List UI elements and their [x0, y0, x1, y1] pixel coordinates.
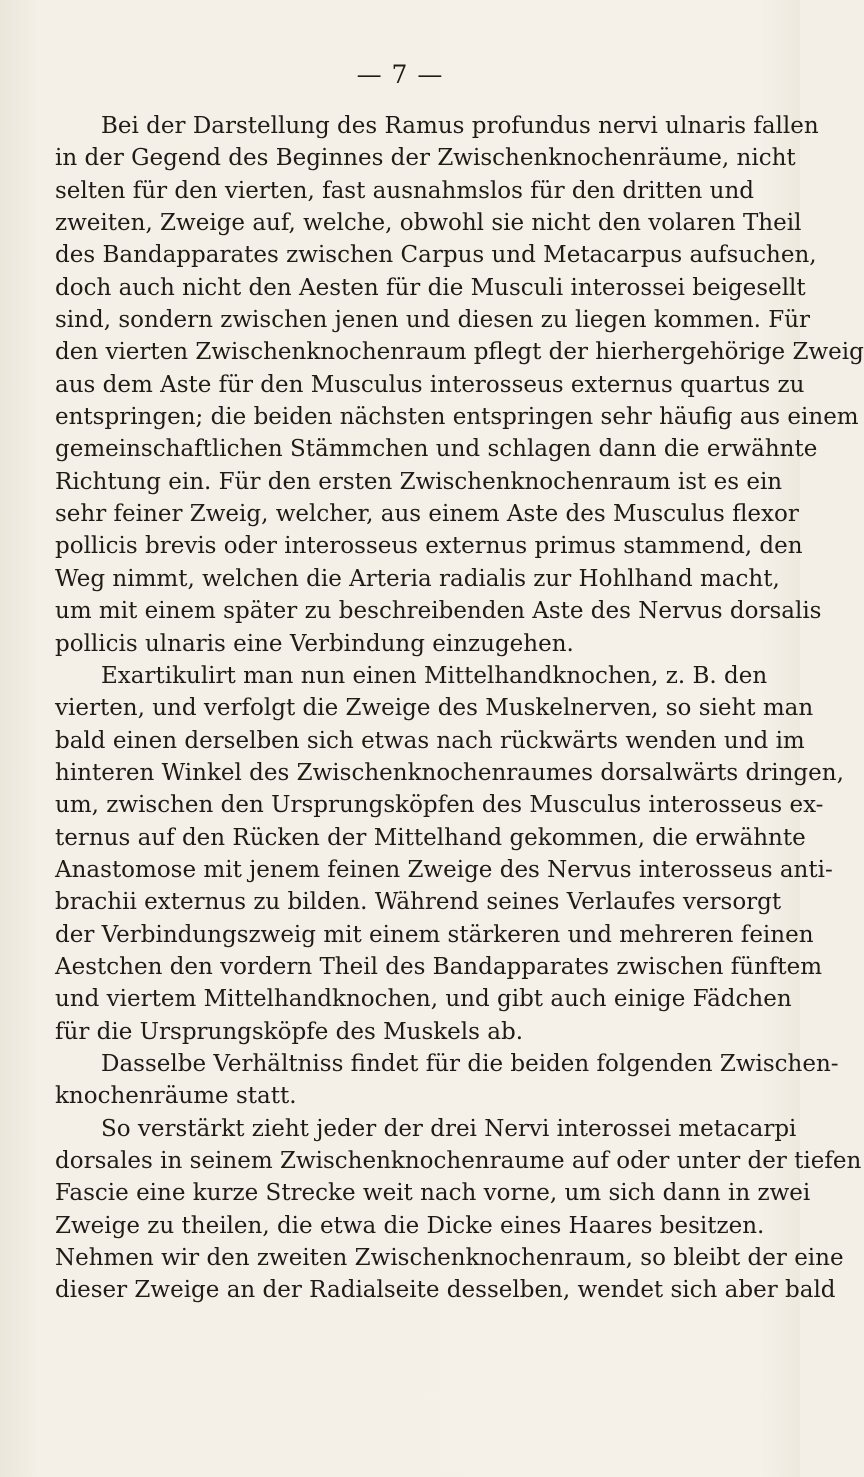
text-line: doch auch nicht den Aesten für die Musculi interossei beigesellt	[55, 274, 806, 301]
text-line: Weg nimmt, welchen die Arteria radialis zur Hohlhand macht,	[55, 565, 780, 592]
text-line: Exartikulirt man nun einen Mittelhandknochen, z. B. den	[101, 662, 768, 689]
text-line: und viertem Mittelhandknochen, und gibt auch einige Fädchen	[55, 986, 792, 1013]
text-line: knochenräume statt.	[55, 1083, 297, 1110]
page-number: — 7 —	[356, 60, 444, 89]
text-line: gemeinschaftlichen Stämmchen und schlagen dann die erwähnte	[55, 436, 818, 463]
text-line: Anastomose mit jenem feinen Zweige des Nervus interosseus anti-	[55, 856, 833, 883]
text-line: um mit einem später zu beschreibenden Aste des Nervus dorsalis	[55, 598, 822, 625]
text-line: bald einen derselben sich etwas nach rückwärts wenden und im	[55, 727, 805, 754]
text-line: pollicis brevis oder interosseus externus primus stammend, den	[55, 533, 803, 560]
text-line: aus dem Aste für den Musculus interosseus externus quartus zu	[55, 371, 805, 398]
text-line: Fascie eine kurze Strecke weit nach vorne, um sich dann in zwei	[55, 1180, 811, 1207]
text-line: dieser Zweige an der Radialseite desselben, wendet sich aber bald	[55, 1277, 836, 1304]
text-line: entspringen; die beiden nächsten entspringen sehr häufig aus einem	[55, 404, 859, 431]
text-line: Nehmen wir den zweiten Zwischenknochenraum, so bleibt der eine	[55, 1245, 844, 1272]
text-line: zweiten, Zweige auf, welche, obwohl sie nicht den volaren Theil	[55, 210, 802, 237]
text-line: sehr feiner Zweig, welcher, aus einem Aste des Musculus flexor	[55, 501, 799, 528]
text-line: ternus auf den Rücken der Mittelhand gekommen, die erwähnte	[55, 824, 806, 851]
text-line: Dasselbe Verhältniss findet für die beiden folgenden Zwischen-	[101, 1050, 839, 1077]
text-line: brachii externus zu bilden. Während seines Verlaufes versorgt	[55, 889, 782, 916]
text-line: sind, sondern zwischen jenen und diesen zu liegen kommen. Für	[55, 307, 811, 334]
text-line: den vierten Zwischenknochenraum pflegt der hierhergehörige Zweig	[55, 339, 864, 366]
text-line: in der Gegend des Beginnes der Zwischenknochenräume, nicht	[55, 145, 796, 172]
text-line: für die Ursprungsköpfe des Muskels ab.	[55, 1018, 524, 1045]
body-text	[55, 110, 864, 1307]
text-line: hinteren Winkel des Zwischenknochenraumes dorsalwärts dringen,	[55, 759, 844, 786]
text-line: um, zwischen den Ursprungsköpfen des Musculus interosseus ex-	[55, 792, 824, 819]
text-line: des Bandapparates zwischen Carpus und Metacarpus aufsuchen,	[55, 242, 817, 269]
text-line: Richtung ein. Für den ersten Zwischenknochenraum ist es ein	[55, 468, 783, 495]
text-line: So verstärkt zieht jeder der drei Nervi interossei metacarpi	[101, 1115, 797, 1142]
text-line: dorsales in seinem Zwischenknochenraume auf oder unter der tiefen	[55, 1148, 862, 1174]
text-line: Aestchen den vordern Theil des Bandapparates zwischen fünftem	[55, 953, 823, 980]
text-line: vierten, und verfolgt die Zweige des Muskelnerven, so sieht man	[55, 695, 814, 722]
text-line: der Verbindungszweig mit einem stärkeren und mehreren feinen	[55, 921, 814, 948]
text-line: Bei der Darstellung des Ramus profundus nervi ulnaris fallen	[101, 113, 819, 139]
text-line: selten für den vierten, fast ausnahmslos für den dritten und	[55, 177, 754, 204]
text-line: pollicis ulnaris eine Verbindung einzugehen.	[55, 630, 574, 657]
text-line: Zweige zu theilen, die etwa die Dicke eines Haares besitzen.	[55, 1212, 765, 1239]
